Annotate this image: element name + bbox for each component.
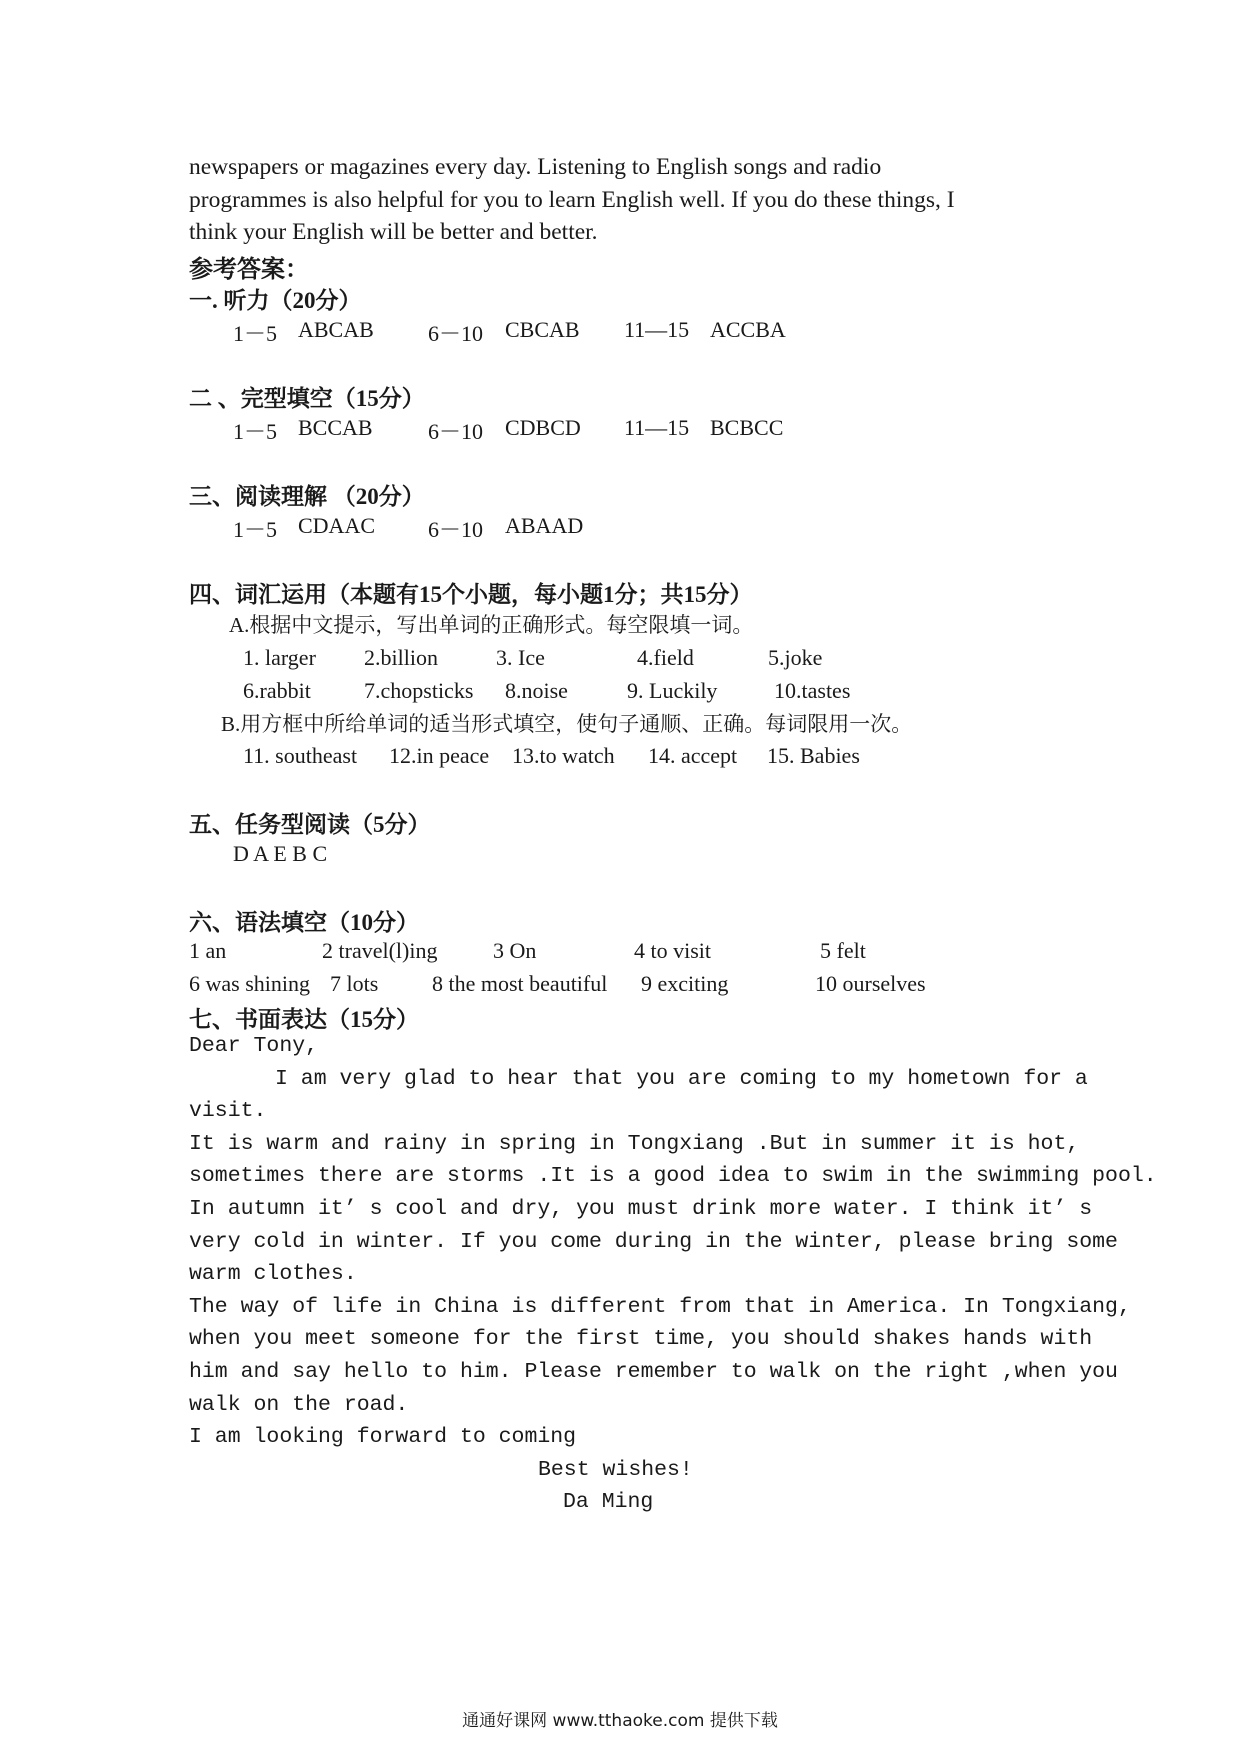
answer-item: 10 ourselves [815, 971, 926, 996]
letter-line: I am very glad to hear that you are coming to my hometown for a [275, 1066, 1088, 1091]
answer-item: 11. southeast [243, 743, 358, 768]
answer-range: 6－10 [428, 419, 484, 444]
answer-range: 11—15 [624, 415, 690, 440]
answer-range: 1－5 [233, 419, 278, 444]
answer-item: 3 On [493, 938, 537, 963]
answer-value: ABAAD [505, 513, 584, 538]
answer-item: 8 the most beautiful [432, 971, 608, 996]
answer-item: 10.tastes [774, 678, 851, 703]
answer-item: 5.joke [768, 645, 823, 670]
answer-item: 9. Luckily [627, 678, 718, 703]
answer-range: 6－10 [428, 517, 484, 542]
letter-line: The way of life in China is different from that in America. In Tongxiang, [189, 1294, 1131, 1319]
answer-item: 1. larger [243, 645, 316, 670]
section-1-heading: 一. 听力（20分） [189, 288, 362, 313]
answer-item: 12.in peace [389, 743, 490, 768]
answer-item: 15. Babies [767, 743, 860, 768]
answer-item: 14. accept [648, 743, 738, 768]
answer-item: 7.chopsticks [364, 678, 474, 703]
letter-line: In autumn it’ s cool and dry, you must drink more water. I think it’ s [189, 1196, 1093, 1221]
letter-signature: Da Ming [563, 1490, 654, 1515]
letter-line: warm clothes. [189, 1262, 357, 1287]
answer-value: CDAAC [298, 513, 376, 538]
intro-line: newspapers or magazines every day. Listening to English songs and radio [189, 154, 882, 180]
section-2-heading: 二 、完型填空（15分） [189, 386, 425, 411]
letter-closing: Best wishes! [538, 1457, 693, 1482]
answer-value: ACCBA [710, 317, 786, 342]
intro-line: programmes is also helpful for you to learn English well. If you do these things, I [189, 186, 955, 213]
section-5-heading: 五、任务型阅读（5分） [189, 812, 431, 837]
section-7-heading: 七、书面表达（15分） [189, 1007, 419, 1032]
section-4-part-a: A.根据中文提示，写出单词的正确形式。每空限填一词。 [229, 613, 754, 637]
letter-line: sometimes there are storms .It is a good idea to swim in the swimming pool. [189, 1164, 1157, 1189]
section-5-answer: D A E B C [233, 841, 328, 866]
intro-paragraph [189, 151, 1059, 249]
answer-range: 6－10 [428, 321, 484, 346]
answer-value: BCCAB [298, 415, 373, 440]
intro-line: think your English will be better and better. [189, 219, 598, 245]
answer-item: 2.billion [364, 645, 438, 670]
answer-value: CBCAB [505, 317, 580, 342]
answer-item: 7 lots [330, 971, 379, 996]
essay-letter [189, 1030, 1157, 1519]
section-3-heading: 三、阅读理解 （20分） [189, 484, 425, 509]
letter-line: visit. [189, 1099, 267, 1124]
page-footer: 通通好课网 www.tthaoke.com 提供下载 [462, 1711, 778, 1731]
section-4-part-b: B.用方框中所给单词的适当形式填空，使句子通顺、正确。每词限用一次。 [221, 712, 913, 736]
letter-line: walk on the road. [189, 1392, 409, 1417]
section-6-heading: 六、语法填空（10分） [189, 910, 419, 935]
answer-range: 1－5 [233, 517, 278, 542]
answer-item: 13.to watch [512, 743, 615, 768]
answer-range: 11—15 [624, 317, 690, 342]
answer-item: 4 to visit [634, 938, 712, 963]
answer-item: 6.rabbit [243, 678, 311, 703]
answer-item: 4.field [637, 645, 694, 670]
answer-item: 8.noise [505, 678, 568, 703]
answer-item: 1 an [189, 938, 227, 963]
letter-line: very cold in winter. If you come during in the winter, please bring some [189, 1229, 1118, 1254]
letter-salutation: Dear Tony, [189, 1034, 319, 1058]
answer-item: 3. Ice [496, 645, 545, 670]
letter-line: him and say hello to him. Please remember to walk on the right ,when you [189, 1359, 1118, 1384]
letter-line: I am looking forward to coming [189, 1425, 577, 1450]
section-4-heading: 四、词汇运用（本题有15个小题，每小题1分；共15分） [189, 582, 753, 607]
answers-title: 参考答案： [189, 257, 309, 283]
answer-item: 5 felt [820, 938, 866, 963]
letter-line: It is warm and rainy in spring in Tongxiang .But in summer it is hot, [189, 1131, 1080, 1156]
letter-line: when you meet someone for the first time, you should shakes hands with [189, 1327, 1093, 1352]
answer-item: 2 travel(l)ing [322, 938, 438, 963]
answer-item: 6 was shining [189, 971, 310, 996]
answer-value: CDBCD [505, 415, 581, 440]
answer-range: 1－5 [233, 321, 278, 346]
answer-item: 9 exciting [641, 971, 729, 996]
answer-value: BCBCC [710, 415, 784, 440]
answer-value: ABCAB [298, 317, 374, 342]
